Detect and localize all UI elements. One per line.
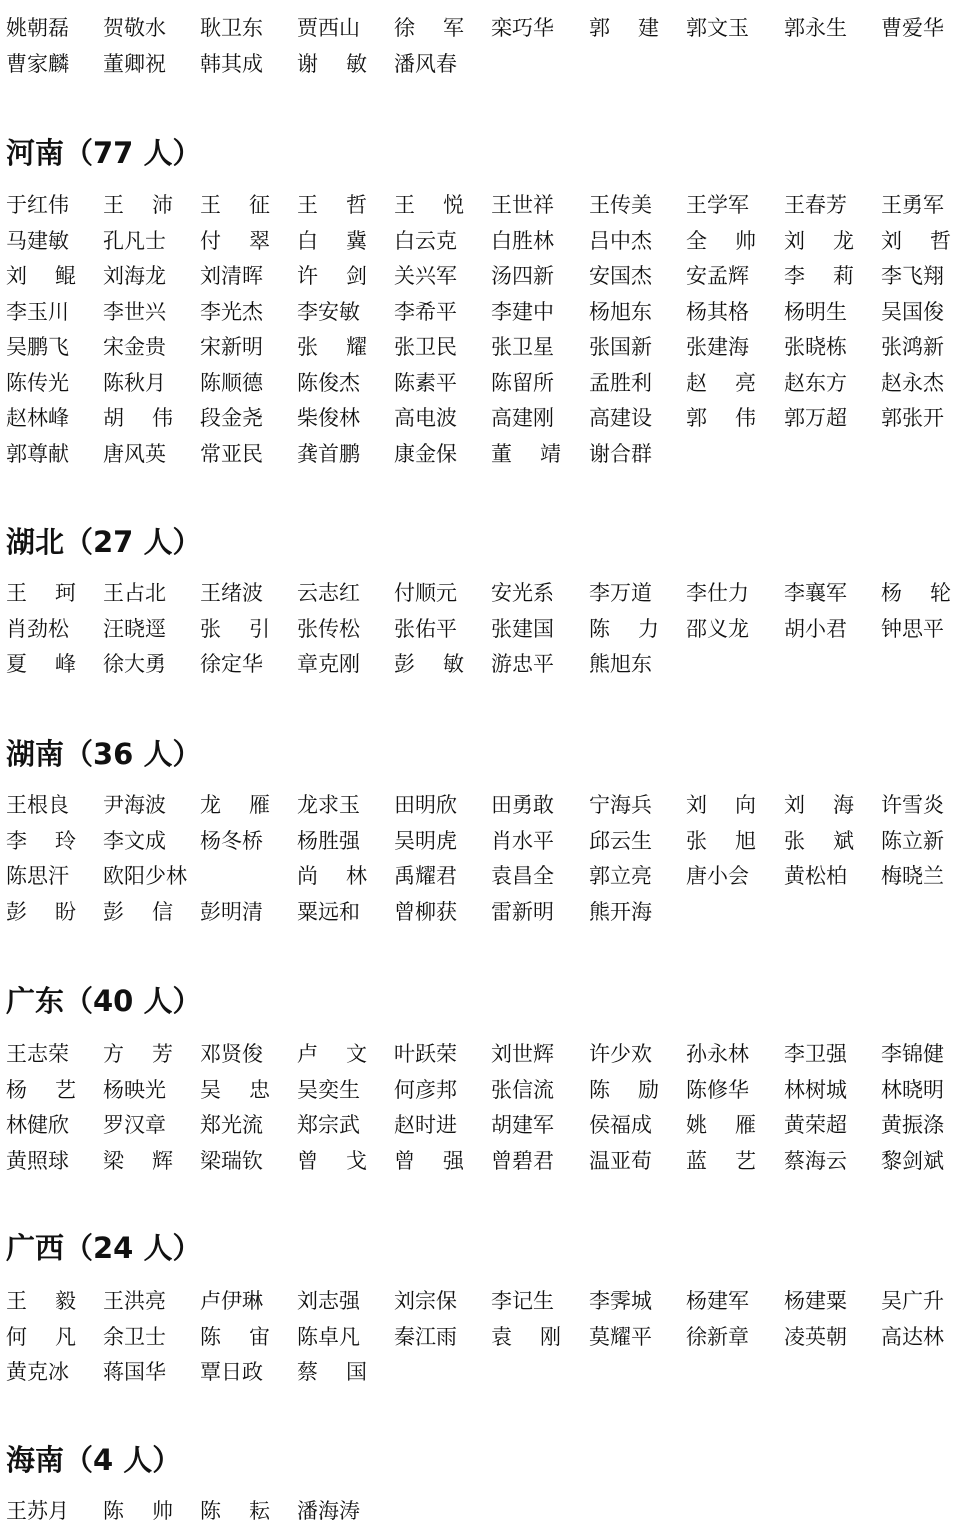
person-name: 陈顺德 [200, 370, 263, 395]
person-name: 陈传光 [6, 370, 69, 395]
person-name: 尚 林 [297, 864, 367, 888]
person-name: 陈思汗 [6, 864, 69, 888]
person-name: 王根良 [6, 793, 69, 817]
person-name: 张 斌 [784, 828, 854, 853]
person-name: 柴俊林 [297, 406, 360, 430]
person-name: 孔凡士 [103, 228, 166, 253]
person-name: 付顺元 [394, 581, 457, 605]
person-name: 段金尧 [200, 406, 263, 430]
person-name: 宋金贵 [103, 335, 166, 359]
person-name: 熊旭东 [589, 652, 652, 676]
person-name: 曾柳获 [394, 899, 457, 924]
person-name: 张 引 [200, 616, 270, 641]
person-name: 白胜林 [491, 228, 554, 253]
person-name: 徐新章 [686, 1324, 749, 1349]
person-name: 云志红 [297, 581, 360, 605]
person-name: 安国杰 [589, 264, 652, 288]
person-name: 王 沛 [103, 193, 173, 217]
person-name: 康金保 [394, 441, 457, 466]
person-name: 吕中杰 [589, 228, 652, 253]
person-name: 胡建军 [491, 1113, 554, 1137]
person-name: 陈留所 [491, 370, 554, 395]
person-name: 许 剑 [297, 264, 367, 288]
person-name: 李卫强 [784, 1042, 847, 1066]
person-name: 许少欢 [589, 1042, 652, 1066]
person-name: 蓝 艺 [686, 1148, 756, 1173]
person-name: 赵林峰 [6, 406, 69, 430]
person-name: 董 靖 [491, 441, 561, 466]
person-name: 肖水平 [491, 828, 554, 853]
person-name: 黄克冰 [6, 1360, 69, 1384]
person-name: 杨建粟 [784, 1289, 847, 1313]
person-name: 吴 忠 [200, 1077, 270, 1102]
person-name: 张佑平 [394, 616, 457, 641]
person-name: 谢合群 [589, 441, 652, 466]
person-name: 白云克 [394, 228, 457, 253]
person-name: 黄照球 [6, 1148, 69, 1173]
person-name: 王 珂 [6, 581, 76, 605]
person-name: 卢伊琳 [200, 1289, 263, 1313]
person-name: 陈 耘 [200, 1499, 270, 1523]
person-name: 叶跃荣 [394, 1042, 457, 1066]
person-name: 肖劲松 [6, 616, 69, 641]
person-name: 陈修华 [686, 1077, 749, 1102]
person-name: 曾 强 [394, 1148, 464, 1173]
person-name: 郭文玉 [686, 16, 749, 40]
person-name: 罗汉章 [103, 1113, 166, 1137]
person-name: 王占北 [103, 581, 166, 605]
person-name: 赵永杰 [881, 370, 944, 395]
person-name: 秦江雨 [394, 1324, 457, 1349]
person-name: 张晓栋 [784, 335, 847, 359]
person-name: 张卫民 [394, 335, 457, 359]
person-name: 刘清晖 [200, 264, 263, 288]
person-name: 徐大勇 [103, 652, 166, 676]
person-name: 李建中 [491, 299, 554, 324]
person-name: 郭 建 [589, 16, 659, 40]
person-name: 张建海 [686, 335, 749, 359]
person-name: 钟思平 [881, 616, 944, 641]
person-name: 杨其格 [686, 299, 749, 324]
person-name: 陈 励 [589, 1077, 659, 1102]
person-name: 徐 军 [394, 16, 464, 40]
person-name: 郭永生 [784, 16, 847, 40]
person-name: 付 翠 [200, 228, 270, 253]
person-name: 王 哲 [297, 193, 367, 217]
person-name: 马建敏 [6, 228, 69, 253]
person-name: 游忠平 [491, 652, 554, 676]
person-name: 卢 文 [297, 1042, 367, 1066]
person-name: 方 芳 [103, 1042, 173, 1066]
person-name: 宋新明 [200, 335, 263, 359]
person-name: 郭万超 [784, 406, 847, 430]
person-name: 杨映光 [103, 1077, 166, 1102]
person-name: 黄松柏 [784, 864, 847, 888]
person-name: 蒋国华 [103, 1360, 166, 1384]
person-name: 陈俊杰 [297, 370, 360, 395]
person-name: 袁 刚 [491, 1324, 561, 1349]
person-name: 龚首鹏 [297, 441, 360, 466]
person-name: 王绪波 [200, 581, 263, 605]
person-name: 韩其成 [200, 51, 263, 76]
person-name: 彭 信 [103, 899, 173, 924]
person-name: 唐小会 [686, 864, 749, 888]
person-name: 吴广升 [881, 1289, 944, 1313]
person-name: 夏 峰 [6, 652, 76, 676]
person-name: 高建刚 [491, 406, 554, 430]
person-name: 李锦健 [881, 1042, 944, 1066]
section-heading: 湖南（36 人） [6, 737, 202, 771]
section-heading: 湖北（27 人） [6, 525, 202, 559]
person-name: 龙 雁 [200, 793, 270, 817]
person-name: 陈素平 [394, 370, 457, 395]
person-name: 莫耀平 [589, 1324, 652, 1349]
person-name: 梁瑞钦 [200, 1148, 263, 1173]
person-name: 黎剑斌 [881, 1148, 944, 1173]
person-name: 李安敏 [297, 299, 360, 324]
person-name: 余卫士 [103, 1324, 166, 1349]
person-name: 梁 辉 [103, 1148, 173, 1173]
person-name: 熊开海 [589, 899, 652, 924]
section-heading: 河南（77 人） [6, 136, 202, 170]
person-name: 杨胜强 [297, 828, 360, 853]
person-name: 刘 鲲 [6, 264, 76, 288]
person-name: 何彦邦 [394, 1077, 457, 1102]
person-name: 李世兴 [103, 299, 166, 324]
person-name: 李襄军 [784, 581, 847, 605]
person-name: 唐风英 [103, 441, 166, 466]
person-name: 胡 伟 [103, 406, 173, 430]
person-name: 许雪炎 [881, 793, 944, 817]
person-name: 粟远和 [297, 899, 360, 924]
person-name: 王志荣 [6, 1042, 69, 1066]
person-name: 高达林 [881, 1324, 944, 1349]
person-name: 王世祥 [491, 193, 554, 217]
person-name: 郑光流 [200, 1113, 263, 1137]
person-name: 刘 哲 [881, 228, 951, 253]
person-name: 吴明虎 [394, 828, 457, 853]
person-name: 林健欣 [6, 1113, 69, 1137]
person-name: 王 征 [200, 193, 270, 217]
person-name: 吴奕生 [297, 1077, 360, 1102]
person-name: 欧阳少林 [103, 864, 187, 888]
person-name: 高建设 [589, 406, 652, 430]
person-name: 郭立亮 [589, 864, 652, 888]
person-name: 关兴军 [394, 264, 457, 288]
person-name: 李光杰 [200, 299, 263, 324]
person-name: 邵义龙 [686, 616, 749, 641]
person-name: 郑宗武 [297, 1113, 360, 1137]
person-name: 杨 轮 [881, 581, 951, 605]
person-name: 王苏月 [6, 1499, 69, 1523]
person-name: 杨冬桥 [200, 828, 263, 853]
person-name: 高电波 [394, 406, 457, 430]
person-name: 王学军 [686, 193, 749, 217]
person-name: 李飞翔 [881, 264, 944, 288]
person-name: 凌英朝 [784, 1324, 847, 1349]
person-name: 杨旭东 [589, 299, 652, 324]
person-name: 曹爱华 [881, 16, 944, 40]
person-name: 彭 盼 [6, 899, 76, 924]
person-name: 张 旭 [686, 828, 756, 853]
person-name: 张卫星 [491, 335, 554, 359]
person-name: 郭尊献 [6, 441, 69, 466]
person-name: 孙永林 [686, 1042, 749, 1066]
person-name: 谢 敏 [297, 51, 367, 76]
person-name: 汪晓逕 [103, 616, 166, 641]
person-name: 潘风春 [394, 51, 457, 76]
person-name: 汤四新 [491, 264, 554, 288]
person-name: 张信流 [491, 1077, 554, 1102]
person-name: 赵时进 [394, 1113, 457, 1137]
person-name: 陈卓凡 [297, 1324, 360, 1349]
person-name: 袁昌全 [491, 864, 554, 888]
person-name: 曾 戈 [297, 1148, 367, 1173]
person-name: 杨建军 [686, 1289, 749, 1313]
person-name: 李玉川 [6, 299, 69, 324]
person-name: 安光系 [491, 581, 554, 605]
person-name: 王 悦 [394, 193, 464, 217]
person-name: 黄荣超 [784, 1113, 847, 1137]
person-name: 董卿祝 [103, 51, 166, 76]
section-heading: 广西（24 人） [6, 1231, 202, 1265]
person-name: 胡小君 [784, 616, 847, 641]
person-name: 蔡 国 [297, 1360, 367, 1384]
person-name: 刘海龙 [103, 264, 166, 288]
person-name: 李仕力 [686, 581, 749, 605]
person-name: 张建国 [491, 616, 554, 641]
person-name: 于红伟 [6, 193, 69, 217]
person-name: 田勇敢 [491, 793, 554, 817]
person-name: 陈 帅 [103, 1499, 173, 1523]
person-name: 刘世辉 [491, 1042, 554, 1066]
person-name: 李万道 [589, 581, 652, 605]
person-name: 温亚荀 [589, 1148, 652, 1173]
person-name: 郭 伟 [686, 406, 756, 430]
person-name: 曾碧君 [491, 1148, 554, 1173]
person-name: 黄振涤 [881, 1113, 944, 1137]
person-name: 刘宗保 [394, 1289, 457, 1313]
person-name: 邓贤俊 [200, 1042, 263, 1066]
person-name: 田明欣 [394, 793, 457, 817]
person-name: 刘 龙 [784, 228, 854, 253]
person-name: 潘海涛 [297, 1499, 360, 1523]
section-heading: 海南（4 人） [6, 1443, 182, 1477]
person-name: 王春芳 [784, 193, 847, 217]
person-name: 李 莉 [784, 264, 854, 288]
person-name: 姚朝磊 [6, 16, 69, 40]
person-name: 刘志强 [297, 1289, 360, 1313]
person-name: 栾巧华 [491, 16, 554, 40]
person-name: 曹家麟 [6, 51, 69, 76]
person-name: 侯福成 [589, 1113, 652, 1137]
section-heading: 广东（40 人） [6, 984, 202, 1018]
person-name: 杨 艺 [6, 1077, 76, 1102]
person-name: 贾西山 [297, 16, 360, 40]
person-name: 宁海兵 [589, 793, 652, 817]
person-name: 吴鹏飞 [6, 335, 69, 359]
person-name: 覃日政 [200, 1360, 263, 1384]
person-name: 尹海波 [103, 793, 166, 817]
person-name: 蔡海云 [784, 1148, 847, 1173]
person-name: 李霁城 [589, 1289, 652, 1313]
person-name: 李 玲 [6, 828, 76, 853]
person-name: 吴国俊 [881, 299, 944, 324]
person-name: 陈立新 [881, 828, 944, 853]
person-name: 刘 向 [686, 793, 756, 817]
person-name: 李记生 [491, 1289, 554, 1313]
person-name: 王传美 [589, 193, 652, 217]
person-name: 刘 海 [784, 793, 854, 817]
person-name: 李文成 [103, 828, 166, 853]
person-name: 姚 雁 [686, 1113, 756, 1137]
person-name: 雷新明 [491, 899, 554, 924]
person-name: 孟胜利 [589, 370, 652, 395]
person-name: 郭张开 [881, 406, 944, 430]
person-name: 禹耀君 [394, 864, 457, 888]
person-name: 安孟辉 [686, 264, 749, 288]
person-name: 贺敬水 [103, 16, 166, 40]
person-name: 杨明生 [784, 299, 847, 324]
person-name: 陈秋月 [103, 370, 166, 395]
person-name: 梅晓兰 [881, 864, 944, 888]
person-name: 白 冀 [297, 228, 367, 253]
person-name: 王勇军 [881, 193, 944, 217]
person-name: 林晓明 [881, 1077, 944, 1102]
person-name: 林树城 [784, 1077, 847, 1102]
person-name: 彭 敏 [394, 652, 464, 676]
person-name: 常亚民 [200, 441, 263, 466]
person-name: 陈 宙 [200, 1324, 270, 1349]
person-name: 全 帅 [686, 228, 756, 253]
person-name: 邱云生 [589, 828, 652, 853]
person-name: 李希平 [394, 299, 457, 324]
person-name: 章克刚 [297, 652, 360, 676]
person-name: 彭明清 [200, 899, 263, 924]
person-name: 张 耀 [297, 335, 367, 359]
person-name: 王洪亮 [103, 1289, 166, 1313]
person-name: 张鸿新 [881, 335, 944, 359]
person-name: 耿卫东 [200, 16, 263, 40]
person-name: 张国新 [589, 335, 652, 359]
person-name: 何 凡 [6, 1324, 76, 1349]
person-name: 赵东方 [784, 370, 847, 395]
person-name: 王 毅 [6, 1289, 76, 1313]
person-name: 陈 力 [589, 616, 659, 641]
person-name: 徐定华 [200, 652, 263, 676]
person-name: 龙求玉 [297, 793, 360, 817]
person-name: 张传松 [297, 616, 360, 641]
person-name: 赵 亮 [686, 370, 756, 395]
